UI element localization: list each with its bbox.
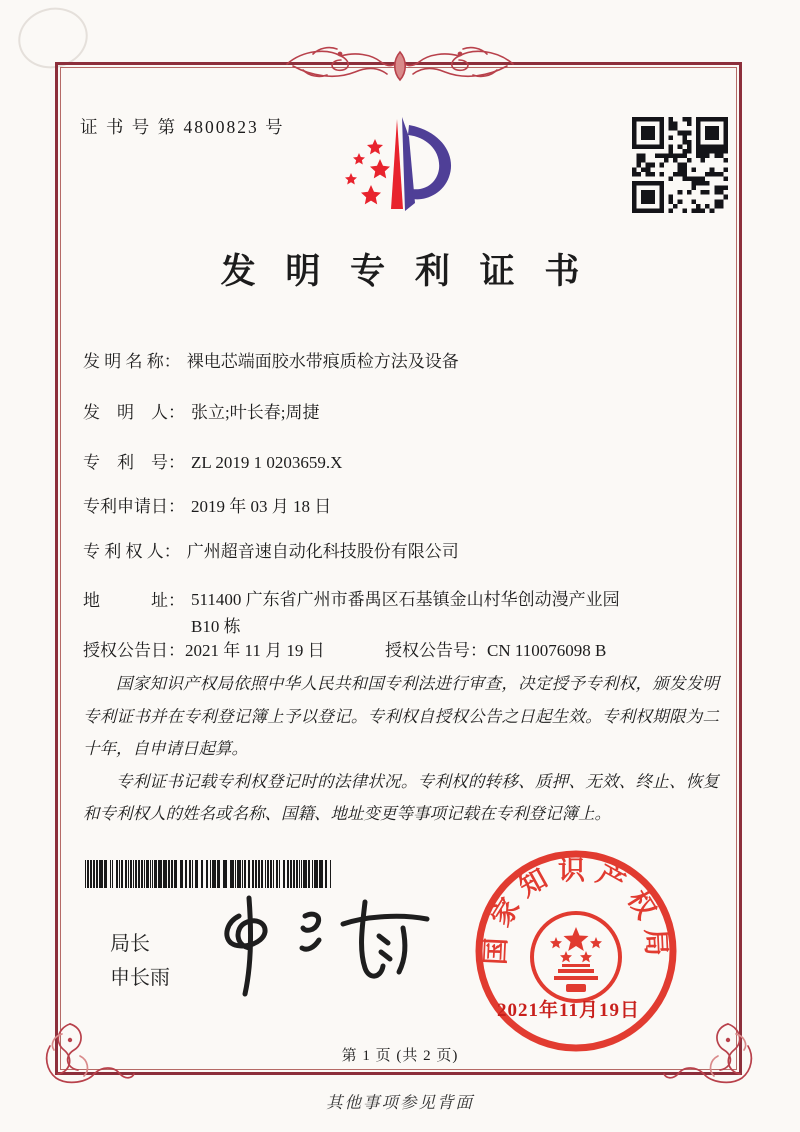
field-label: 地 址： xyxy=(83,591,185,610)
field-invention-name xyxy=(83,347,459,372)
qr-code-icon xyxy=(632,117,728,213)
dragon-ornament-icon xyxy=(283,40,517,84)
grant-date-label: 授权公告日： xyxy=(83,641,185,660)
svg-text:国家知识产权局 xyxy=(480,856,671,966)
field-label: 专 利 权 人： xyxy=(83,542,181,561)
grant-number xyxy=(385,636,606,661)
certificate-number: 证 书 号 第 4800823 号 xyxy=(80,117,285,137)
director-title: 局长 xyxy=(110,933,150,955)
field-patentee xyxy=(83,537,459,562)
field-value: 2019 年 03 月 18 日 xyxy=(191,497,332,516)
grant-number-value: CN 110076098 B xyxy=(487,641,607,660)
barcode-icon xyxy=(85,860,333,888)
cnipa-logo-icon xyxy=(323,97,477,229)
field-inventors xyxy=(83,398,319,423)
page-number: 第 1 页 (共 2 页) xyxy=(341,1048,459,1064)
seal-date: 2021年11月19日 xyxy=(497,1000,640,1021)
grant-number-label: 授权公告号： xyxy=(385,641,487,660)
legal-paragraph-1: 国家知识产权局依照中华人民共和国专利法进行审查，决定授予专利权，颁发发明专利证书并在专利登记簿上予以登记。专利权自授权公告之日起生效。专利权期限为二十年，自申请日起算。 xyxy=(83,674,719,758)
field-label: 专 利 号： xyxy=(83,453,185,472)
director-name: 申长雨 xyxy=(110,967,170,989)
field-value: 张立;叶长春;周捷 xyxy=(191,403,320,422)
field-grant-row xyxy=(83,636,607,661)
field-label: 发 明 人： xyxy=(83,403,185,422)
field-value: 裸电芯端面胶水带痕质检方法及设备 xyxy=(186,352,459,371)
legal-paragraph-2: 专利证书记载专利权登记时的法律状况。专利权的转移、质押、无效、终止、恢复和专利权人的姓名或名称、国籍、地址变更等事项记载在专利登记簿上。 xyxy=(83,771,719,823)
official-seal-icon xyxy=(470,845,682,1057)
grant-date-value: 2021 年 11 月 19 日 xyxy=(185,641,325,660)
legal-text xyxy=(83,668,719,831)
certificate-title: 发 明 专 利 证 书 xyxy=(220,252,590,291)
signature-icon xyxy=(205,890,445,998)
back-note: 其他事项参见背面 xyxy=(326,1093,474,1112)
field-address xyxy=(83,586,621,640)
field-value: 511400 广东省广州市番禺区石基镇金山村华创动漫产业园 B10 栋 xyxy=(191,590,620,636)
field-filing-date xyxy=(83,492,331,517)
field-label: 专利申请日： xyxy=(83,497,185,516)
field-value: ZL 2019 1 0203659.X xyxy=(191,453,343,472)
field-label: 发 明 名 称： xyxy=(83,352,181,371)
field-patent-number xyxy=(83,448,342,473)
director-block xyxy=(110,927,170,995)
seal-text: 国家知识产权局 xyxy=(480,855,672,966)
field-value: 广州超音速自动化科技股份有限公司 xyxy=(186,542,459,561)
